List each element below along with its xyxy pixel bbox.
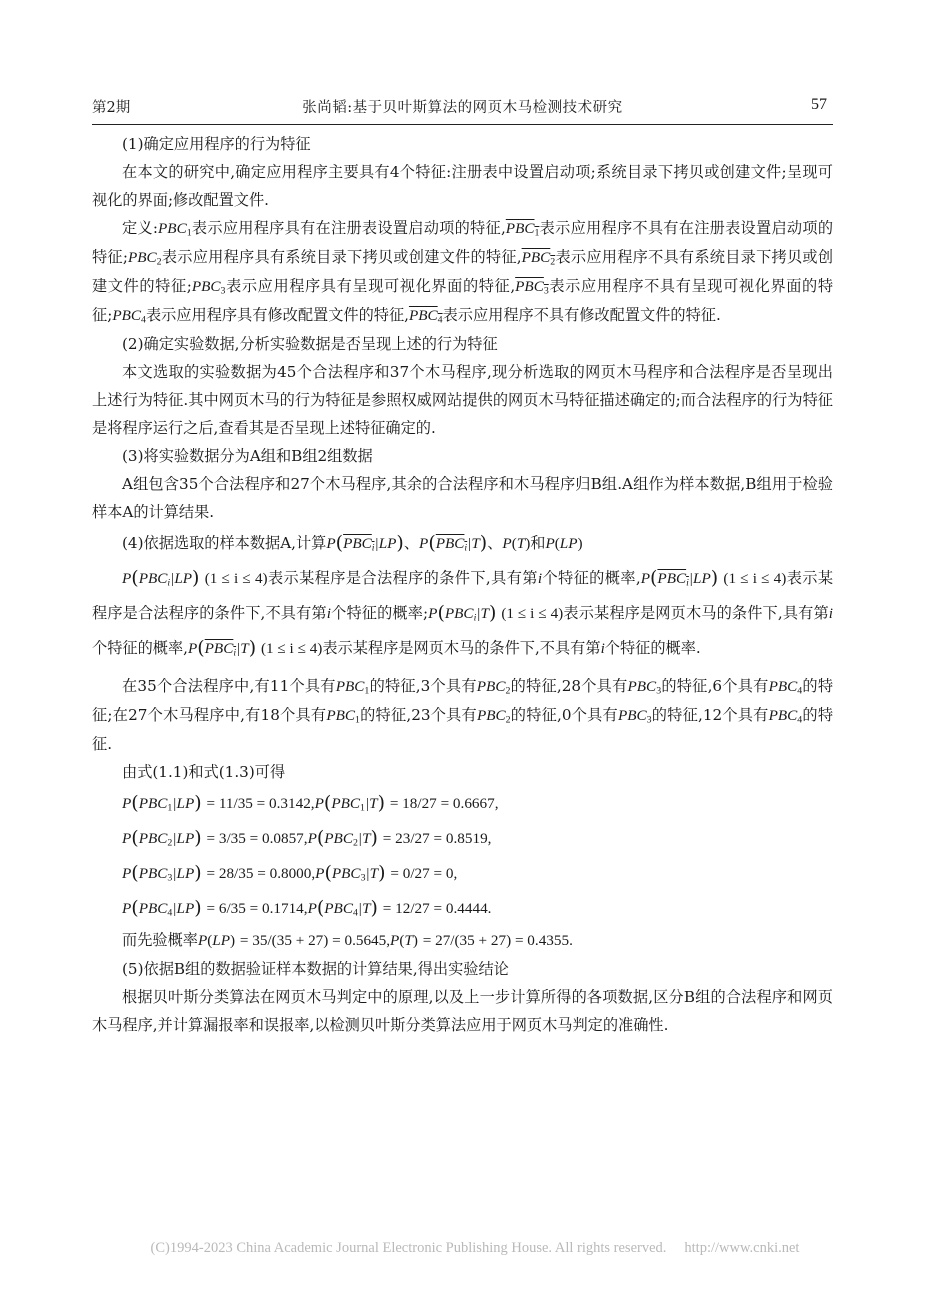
step-1-heading: (1)确定应用程序的行为特征 [122, 135, 311, 153]
groups-paragraph: A组包含35个合法程序和27个木马程序,其余的合法程序和木马程序归B组.A组作为样本数据,B组用于检验样本A的计算结果. [92, 475, 833, 521]
cnki-url: http://www.cnki.net [684, 1240, 800, 1256]
copyright-text: (C)1994-2023 China Academic Journal Electronic Publishing House. All rights reserved. [150, 1240, 667, 1256]
page-number: 57 [811, 96, 827, 113]
page-header [92, 92, 833, 125]
step-5-heading: (5)依据B组的数据验证样本数据的计算结果,得出实验结论 [122, 960, 509, 978]
prior-probability-line: 而先验概率P(LP) = 35/(35 + 27) = 0.5645,P(T) = 27/(35 + 27) = 0.4355. [122, 931, 573, 949]
step-3-heading: (3)将实验数据分为A组和B组2组数据 [122, 447, 373, 465]
article-body [92, 130, 833, 1039]
copyright-footer [0, 1240, 950, 1257]
issue-number: 第2期 [92, 100, 131, 116]
equation-row-4: $P(PBC_4|LP) = 6/35 = 0.1714,P(PBC_4|T) = 12/27 = 0.4444$. [122, 897, 492, 920]
step-4-heading: (4)依据选取的样本数据A,计算$P(\overline{PBC}_{\overline{i}}|LP)$、$P(\overline{PBC}_{\overline{i}}|T)$、P(T)和P(LP) [122, 532, 583, 555]
formula-reference: 由式(1.1)和式(1.3)可得 [122, 763, 286, 781]
running-title: 张尚韬:基于贝叶斯算法的网页木马检测技术研究 [302, 100, 623, 116]
feature-counts-paragraph: 在35个合法程序中,有11个具有$PBC_1$的特征,3个具有$PBC_2$的特征,28个具有$PBC_3$的特征,6个具有$PBC_4$的特征;在27个木马程序中,有18个具有$PBC_1$的特征,23个具有$PBC_2$的特征,0个具有$PBC_3$的特征,12个具有$PBC_4$的特征. [92, 677, 834, 753]
conclusion-paragraph: 根据贝叶斯分类算法在网页木马判定中的原理,以及上一步计算所得的各项数据,区分B组的合法程序和网页木马程序,并计算漏报率和误报率,以检测贝叶斯分类算法应用于网页木马判定的准确性. [92, 988, 833, 1034]
step-2-heading: (2)确定实验数据,分析实验数据是否呈现上述的行为特征 [122, 335, 498, 353]
conditional-probability-paragraph: $P(PBC_i|LP) (1 \le i \le 4)$表示某程序是合法程序的条件下,具有第i个特征的概率$,P(\overline{PBC}_{\overline{i}}|LP) (1 \le i \le 4)$表示某程序是合法程序的条件下,不具有第i个特征的概率$;P(PBC_i|T) (1 \le i \le 4)$表示某程序是网页木马的条件下,具有第i个特征的概率$,P(\overline{PBC}_{\overline{i}}|T) (1 \le i \le 4)$表示某程序是网页木马的条件下,不具有第i个特征的概率. [92, 567, 834, 660]
equation-row-2: $P(PBC_2|LP) = 3/35 = 0.0857,P(PBC_2|T) = 23/27 = 0.8519$, [122, 827, 492, 850]
equation-row-3: $P(PBC_3|LP) = 28/35 = 0.8000,P(PBC_3|T) = 0/27 = 0$, [122, 862, 458, 885]
data-paragraph: 本文选取的实验数据为45个合法程序和37个木马程序,现分析选取的网页木马程序和合法程序是否呈现出上述行为特征.其中网页木马的行为特征是参照权威网站提供的网页木马特征描述确定的;而合法程序的行为特征是将程序运行之后,查看其是否呈现上述特征确定的. [92, 363, 833, 437]
equation-row-1: $P(PBC_1|LP) = 11/35 = 0.3142,P(PBC_1|T) = 18/27 = 0.6667$, [122, 792, 499, 815]
definition-paragraph: 定义$:PBC_1$表示应用程序具有在注册表设置启动项的特征$,\overline{PBC}_1$表示应用程序不具有在注册表设置启动项的特征$;PBC_2$表示应用程序具有系统目录下拷贝或创建文件的特征$,\overline{PBC}_2$表示应用程序不具有系统目录下拷贝或创建文件的特征$;PBC_3$表示应用程序具有呈现可视化界面的特征$,\overline{PBC}_3$表示应用程序不具有呈现可视化界面的特征$;PBC_4$表示应用程序具有修改配置文件的特征$,\overline{PBC}_4$表示应用程序不具有修改配置文件的特征. [92, 219, 834, 326]
features-paragraph: 在本文的研究中,确定应用程序主要具有4个特征:注册表中设置启动项;系统目录下拷贝或创建文件;呈现可视化的界面;修改配置文件. [92, 163, 833, 209]
